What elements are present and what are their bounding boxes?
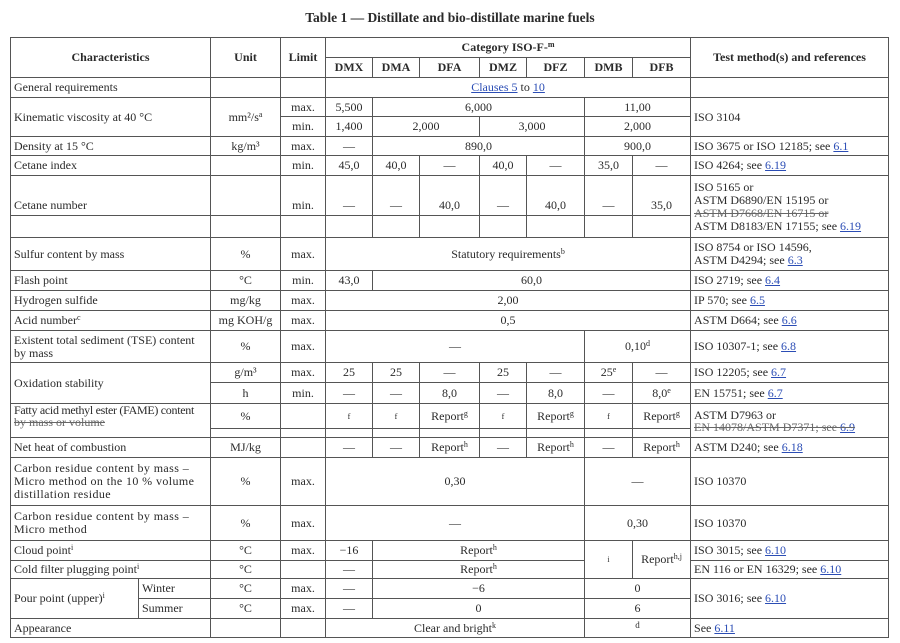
clause-10-link[interactable]: 10: [532, 80, 545, 94]
row-tse: [11, 331, 889, 363]
unit: °C: [211, 541, 281, 561]
value: —: [527, 363, 585, 383]
header-unit: Unit: [211, 38, 281, 78]
row-general: [11, 78, 889, 98]
test-method: EN 116 or EN 16329; see 6.10: [691, 561, 889, 579]
test-method: ISO 3015; see 6.10: [691, 541, 889, 561]
value: −6: [373, 579, 585, 599]
value: 0,30: [585, 506, 691, 541]
header-test-method: Test method(s) and references: [691, 38, 889, 78]
value: 6: [585, 599, 691, 619]
ref-link[interactable]: 6.9: [840, 419, 856, 434]
value: 40,0: [527, 176, 585, 216]
ref-link[interactable]: 6.6: [781, 313, 797, 327]
value: Report$^h$: [633, 438, 691, 458]
unit: mg/kg: [211, 291, 281, 311]
value: 5,500: [326, 98, 373, 117]
value: 0,10$^d$: [585, 331, 691, 363]
row-net-heat: [11, 438, 889, 458]
value: —: [420, 156, 480, 176]
season-label: Summer: [139, 599, 211, 619]
value: d: [585, 619, 691, 638]
value: 40,0: [373, 156, 420, 176]
row-appearance: [11, 619, 889, 638]
value: Report$^{h,j}$: [633, 541, 691, 579]
label: Sulfur content by mass: [11, 238, 211, 271]
value: —: [420, 363, 480, 383]
unit: %: [211, 331, 281, 363]
label: Carbon residue content by mass – Micro method on the 10 % volume distillation residue: [11, 458, 211, 506]
test-method: ASTM D240; see 6.18: [691, 438, 889, 458]
label: Cloud point$^i$: [11, 541, 211, 561]
value: —: [585, 438, 633, 458]
value: —: [373, 383, 420, 404]
limit: max.: [281, 506, 326, 541]
test-method: ISO 3016; see 6.10: [691, 579, 889, 619]
value: 35,0: [585, 156, 633, 176]
clauses-ref: Clauses 5 to 10: [326, 78, 691, 98]
value: Statutory requirements$^b$: [326, 238, 691, 271]
unit: g/m³: [211, 363, 281, 383]
ref-link[interactable]: 6.4: [765, 273, 781, 287]
value: Report$^h$: [527, 438, 585, 458]
value: 25: [326, 363, 373, 383]
test-method: ASTM D664; see 6.6: [691, 311, 889, 331]
value: 11,00: [585, 98, 691, 117]
value: 6,000: [373, 98, 585, 117]
row-cloud-point: [11, 541, 889, 561]
clauses-5-link[interactable]: Clauses 5: [471, 80, 518, 94]
value: 25e: [585, 363, 633, 383]
test-method: ISO 8754 or ISO 14596, ASTM D4294; see 6.3: [691, 238, 889, 271]
row-pour-winter: [11, 579, 889, 599]
row-density: [11, 137, 889, 156]
test-method: ISO 4264; see 6.19: [691, 156, 889, 176]
value: —: [326, 599, 373, 619]
value: —: [480, 438, 527, 458]
unit: %: [211, 404, 281, 429]
value: Report$^g$: [633, 404, 691, 429]
label: Fatty acid methyl ester (FAME) content by mass or volume: [11, 404, 211, 438]
row-cfpp: [11, 561, 889, 579]
limit: min.: [281, 156, 326, 176]
limit: max.: [281, 599, 326, 619]
ref-link[interactable]: 6.10: [765, 543, 787, 557]
row-sulfur: [11, 238, 889, 271]
label: Appearance: [11, 619, 211, 638]
label: Cold filter plugging point$^i$: [11, 561, 211, 579]
value: —: [633, 363, 691, 383]
test-method: EN 15751; see 6.7: [691, 383, 889, 404]
ref-link[interactable]: 6.7: [771, 365, 787, 379]
value: f: [326, 404, 373, 429]
limit: max.: [281, 311, 326, 331]
ref-link[interactable]: 6.5: [749, 293, 765, 307]
limit: max.: [281, 579, 326, 599]
label: General requirements: [11, 78, 211, 98]
value: —: [585, 176, 633, 216]
value: 8,0: [527, 383, 585, 404]
row-fame: [11, 404, 889, 429]
value: i: [585, 541, 633, 579]
limit: max.: [281, 541, 326, 561]
ref-link[interactable]: 6.18: [781, 440, 803, 454]
row-flash-point: [11, 271, 889, 291]
limit: max.: [281, 458, 326, 506]
label: Pour point (upper)$^i$: [11, 579, 139, 619]
value: 35,0: [633, 176, 691, 216]
grade-dmx: DMX: [326, 58, 373, 78]
value: —: [326, 137, 373, 156]
unit: %: [211, 458, 281, 506]
value: f: [373, 404, 420, 429]
row-viscosity-max: [11, 98, 889, 117]
label: Density at 15 °C: [11, 137, 211, 156]
value: 0,30: [326, 458, 585, 506]
limit: min.: [281, 117, 326, 137]
value: −16: [326, 541, 373, 561]
value: 1,400: [326, 117, 373, 137]
unit: kg/m³: [211, 137, 281, 156]
label: Flash point: [11, 271, 211, 291]
ref-link[interactable]: 6.3: [787, 253, 803, 267]
header-characteristics: Characteristics: [11, 38, 211, 78]
ref-link[interactable]: 6.8: [781, 339, 797, 353]
value: —: [326, 438, 373, 458]
ref-link[interactable]: 6.10: [820, 562, 842, 576]
label: Net heat of combustion: [11, 438, 211, 458]
unit: °C: [211, 579, 281, 599]
test-method: ISO 2719; see 6.4: [691, 271, 889, 291]
label: Cetane number: [11, 176, 211, 216]
grade-dmb: DMB: [585, 58, 633, 78]
grade-dfb: DFB: [633, 58, 691, 78]
test-method: ISO 3104: [691, 98, 889, 137]
unit: °C: [211, 561, 281, 579]
value: —: [326, 331, 585, 363]
header-category: Category ISO-F-$^m$: [326, 38, 691, 58]
test-method: ISO 10307-1; see 6.8: [691, 331, 889, 363]
value: 0: [373, 599, 585, 619]
grade-dfa: DFA: [420, 58, 480, 78]
label: Carbon residue content by mass – Micro method: [11, 506, 211, 541]
ref-link[interactable]: 6.7: [767, 385, 783, 400]
header-row: [11, 38, 889, 58]
unit: h: [211, 383, 281, 404]
value: —: [585, 458, 691, 506]
limit: min.: [281, 383, 326, 404]
fuel-spec-table: [10, 37, 889, 638]
limit: max.: [281, 291, 326, 311]
value: —: [480, 176, 527, 216]
test-method: ISO 5165 or ASTM D6890/EN 15195 or ASTM D7668/EN 16715 or ASTM D8183/EN 17155; see 6.19: [691, 176, 889, 238]
value: f: [585, 404, 633, 429]
value: —: [480, 383, 527, 404]
value: —: [373, 176, 420, 216]
value: 40,0: [420, 176, 480, 216]
value: —: [373, 438, 420, 458]
header-limit: Limit: [281, 38, 326, 78]
value: 8,0e: [633, 383, 691, 404]
grade-dfz: DFZ: [527, 58, 585, 78]
value: 0,5: [326, 311, 691, 331]
value: 25: [480, 363, 527, 383]
value: Report$^g$: [420, 404, 480, 429]
ref-link[interactable]: 6.19: [765, 158, 787, 172]
value: —: [326, 176, 373, 216]
test-method: ISO 10370: [691, 506, 889, 541]
label: Existent total sediment (TSE) content by mass: [11, 331, 211, 363]
value: —: [326, 383, 373, 404]
value: 8,0: [420, 383, 480, 404]
unit: °C: [211, 271, 281, 291]
unit: MJ/kg: [211, 438, 281, 458]
value: —: [527, 156, 585, 176]
value: 900,0: [585, 137, 691, 156]
row-hydrogen-sulfide: [11, 291, 889, 311]
value: 2,000: [585, 117, 691, 137]
limit: min.: [281, 271, 326, 291]
value: 0: [585, 579, 691, 599]
value: 890,0: [373, 137, 585, 156]
grade-dmz: DMZ: [480, 58, 527, 78]
value: —: [326, 506, 585, 541]
unit: °C: [211, 599, 281, 619]
limit: min.: [281, 176, 326, 216]
ref-link[interactable]: 6.10: [765, 591, 787, 605]
test-method: IP 570; see 6.5: [691, 291, 889, 311]
row-acid-number: [11, 311, 889, 331]
test-method: ASTM D7963 or EN 14078/ASTM D7371; see 6.9: [691, 404, 889, 438]
value: 25: [373, 363, 420, 383]
label: Hydrogen sulfide: [11, 291, 211, 311]
value: 2,00: [326, 291, 691, 311]
test-method: See 6.11: [691, 619, 889, 638]
test-method: ISO 12205; see 6.7: [691, 363, 889, 383]
season-label: Winter: [139, 579, 211, 599]
limit: max.: [281, 363, 326, 383]
label: Acid number$^c$: [11, 311, 211, 331]
limit: max.: [281, 331, 326, 363]
value: 40,0: [480, 156, 527, 176]
row-cetane-index: [11, 156, 889, 176]
value: 2,000: [373, 117, 480, 137]
ref-link[interactable]: 6.19: [840, 218, 862, 233]
unit: mg KOH/g: [211, 311, 281, 331]
limit: max.: [281, 98, 326, 117]
value: Report$^h$: [373, 561, 585, 579]
unit: %: [211, 506, 281, 541]
row-carbon-residue-10: [11, 458, 889, 506]
unit: %: [211, 238, 281, 271]
row-cetane-number: [11, 176, 889, 216]
value: 43,0: [326, 271, 373, 291]
limit: max.: [281, 137, 326, 156]
row-carbon-residue: [11, 506, 889, 541]
value: f: [480, 404, 527, 429]
value: 60,0: [373, 271, 691, 291]
value: —: [326, 561, 373, 579]
test-method: ISO 10370: [691, 458, 889, 506]
value: Report$^g$: [527, 404, 585, 429]
label: Oxidation stability: [11, 363, 211, 404]
value: Report$^h$: [373, 541, 585, 561]
table-title: Table 1 — Distillate and bio-distillate marine fuels: [305, 10, 595, 25]
unit: mm²/$s^a$: [211, 98, 281, 137]
limit: max.: [281, 238, 326, 271]
ref-link[interactable]: 6.11: [714, 620, 735, 635]
ref-link[interactable]: 6.1: [833, 138, 849, 153]
grade-dma: DMA: [373, 58, 420, 78]
label: Cetane index: [11, 156, 211, 176]
value: —: [633, 156, 691, 176]
value: 3,000: [480, 117, 585, 137]
test-method: ISO 3675 or ISO 12185; see 6.1: [691, 137, 889, 156]
value: Report$^h$: [420, 438, 480, 458]
label: Kinematic viscosity at 40 °C: [11, 98, 211, 137]
row-oxidation-max: [11, 363, 889, 383]
value: 45,0: [326, 156, 373, 176]
value: —: [585, 383, 633, 404]
value: —: [326, 579, 373, 599]
value: Clear and bright$^k$: [326, 619, 585, 638]
